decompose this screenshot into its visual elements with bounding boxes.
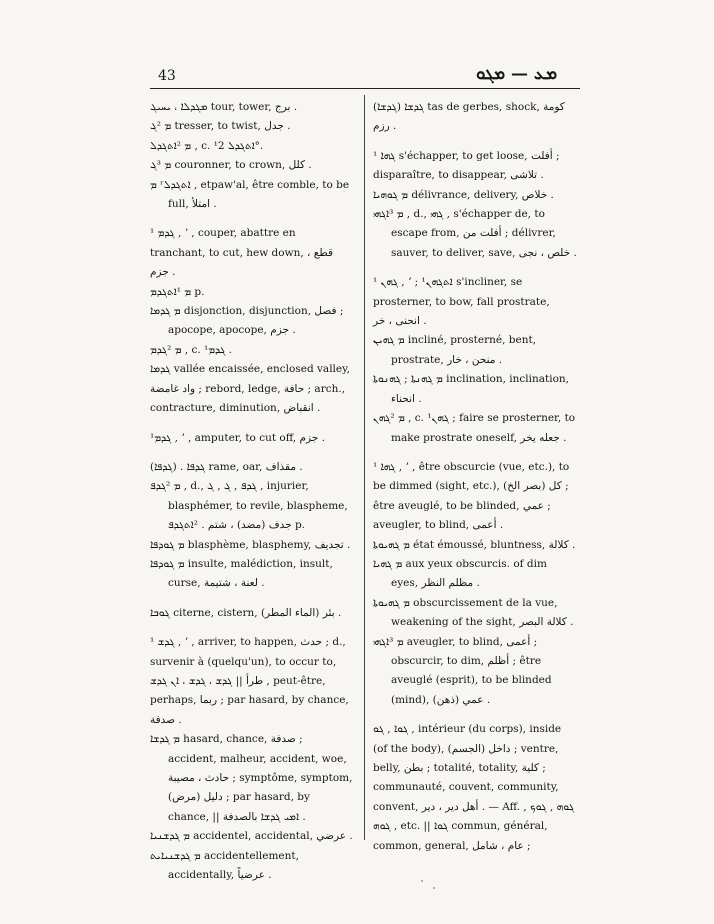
- dictionary-entry: ¹ ܓܕܫ , ʼ , arriver, to happen, حدث ; d., survenir à (quelqu'un), to occur to, طرأ || ܓܕܫ ، ܓܕܫ ، ܐܢ ܓܕܫ , peut-être, perhaps, ربما ; par hasard, by chance, صدفة .: [150, 636, 349, 726]
- dictionary-entry: ܓܕܡܐ vallée encaissée, enclosed valley, واد غامضة ; rebord, ledge, حافة ; arch., contracture, diminution, انقباض .: [150, 363, 350, 415]
- dictionary-entry: ܡ ܓܗܢܬܐ ; ܓܗܢܘܬܐ inclination, inclination, انحناء .: [373, 373, 569, 405]
- dictionary-entry: ܓܘܐ , ܓܘ , intérieur (du corps), inside (of the body), (داخل (الجسم ; ventre, belly, بطن ; totalité, totality, كلية ; communauté, couvent, community, convent, أهل دير ، دير . — Aff. ܓܘܗ , ܓܘܟ , ܓܘܗ , etc. || ܓܘܐ commun, général, common, general, عام ، شامل ;: [373, 723, 575, 852]
- dictionary-entry: ܡ ³ܓ couronner, to crown, كلل .: [150, 159, 312, 172]
- dictionary-entry: ¹ ܓܗܐ , ʼ , être obscurcie (vue, etc.), to be dimmed (sight, etc.), (كل (بصر الخ ; être aveuglé, to be blinded, عمي ; aveugler, to blind, أعمى .: [373, 460, 570, 532]
- dictionary-entry: (ܓܕܫܐ) ܓܕܫܐ tas de gerbes, shock, كومة رزم .: [373, 101, 565, 133]
- dictionary-entry: ܡ ܓܗܝܘܬܐ état émoussé, bluntness, كلالة .: [373, 538, 576, 551]
- dictionary-entry: ܡ ³ܐܓܗܝ aveugler, to blind, أعمى ; obscurcir, to dim, أظلم ; être aveuglé (esprit), to be blinded (mind), (عمي (ذهن .: [373, 635, 552, 706]
- dictionary-entry: ¹ ܓܗܢ , ʼ ; ¹ܐܬܓܗܢ s'incliner, se prosterner, to bow, fall prostrate, انحنى ، خر .: [373, 276, 550, 328]
- dictionary-entry: ܡܓܕܠܐ ، ܝܚܝܓ tour, tower, برج .: [150, 101, 298, 113]
- dictionary-entry: ܡ ²ܓܕܦ , d., ܓܕܦ , ܓ , ܓ , injurier, blasphémer, to revile, blaspheme, جدف (مضد) ، شتم . ²ܐܬܓܕܦ p.: [150, 480, 348, 532]
- dictionary-entry: ܡ ³ܐܓܗܝ , d., ܓܗܝ , s'échapper de, to escape from, أفلت من ; délivrer, sauver, to deliver, save, خلص ، نجى .: [373, 208, 577, 259]
- column-divider: [364, 95, 365, 840]
- dictionary-entry: ܓܘܒܐ citerne, cistern, (بئر (الماء المطر .: [150, 606, 342, 619]
- dictionary-entry: ܡ ²ܓܕܡ , c. ¹ܓܕܡ .: [150, 343, 232, 356]
- dictionary-entry: ܡ ²ܐܬܓܕܠ , c. ¹ܐܬܓܕܠ 2°.: [150, 139, 264, 152]
- dictionary-entry: ¹ ܓܗܐ s'échapper, to get loose, أفلت ; disparaître, to disappear, تلاشى .: [373, 149, 560, 182]
- dictionary-entry: ܡ ܓܘܕܦܐ blasphème, blasphemy, تجديف .: [150, 538, 351, 551]
- dictionary-entry: ܡ ܓܗܝܢ incliné, prosterné, bent, prostrate, منحن ، خار .: [373, 334, 537, 366]
- dictionary-entry: ܡ ܓܘܗܝܐ délivrance, delivery, خلاص .: [373, 188, 554, 201]
- left-column: [150, 98, 354, 885]
- dictionary-entry: ܡ ܓܘܕܦܐ insulte, malédiction, insult, curse, لعنة ، شتيمة .: [150, 557, 333, 590]
- dictionary-entry: ¹ ܓܕܡ , ʼ , couper, abattre en tranchant, to cut, hew down, قطع ، جزم .: [150, 227, 333, 279]
- dictionary-entry: ܡ ¹ܐܬܓܕܡ p.: [150, 285, 205, 298]
- dictionary-entry: ܡ ܓܗܝܐ aux yeux obscurcis. of dim eyes, مظلم النظر .: [373, 557, 547, 590]
- dictionary-entry: ܡ ܓܕܫܢܝܐܝܬ accidentellement, accidentally, عرضياً .: [150, 849, 299, 882]
- header-rule: [150, 88, 580, 89]
- dictionary-entry: ܡ ܓܕܫܐ hasard, chance, صدفة ; accident, malheur, accident, woe, حادث ، مصيبة ; symptôme, symptom, (دليل (مرض ; par hasard, by chance, || ܐܡܝ ܓܕܫܐ بالصدفة .: [150, 733, 353, 823]
- right-column: [373, 98, 577, 856]
- page-number: 43: [158, 68, 176, 84]
- dictionary-entry: ܡ ܓܕܡܐ disjonction, disjunction, فصل ; apocope, apocope, جزم .: [150, 305, 344, 337]
- paper-speck: [433, 887, 435, 889]
- dictionary-entry: ܡ ܓܗܝܘܬܐ obscurcissement de la vue, weakening of the sight, كلالة البصر .: [373, 596, 574, 629]
- dictionary-entry: ܡ ʳܐܬܓܕܠ , etpaw'al, être comble, to be full, امتلأ .: [150, 178, 350, 211]
- running-head: ܡܥ — ܡܓܘ: [476, 64, 558, 84]
- dictionary-entry: ܡ ²ܓ tresser, to twist, جدل .: [150, 120, 291, 133]
- dictionary-entry: ܡ ²ܓܗܢ , c. ¹ܓܗܢ ; faire se prosterner, to make prostrate oneself, جعله يخر .: [373, 412, 576, 444]
- dictionary-entry: ܡ ܓܕܫܢܝܐ accidentel, accidental, عرضي .: [150, 830, 353, 843]
- dictionary-entry: ܓܕܡ¹ , ʼ , amputer, to cut off, جزم .: [150, 431, 325, 444]
- paper-speck: [421, 880, 423, 882]
- dictionary-entry: (ܓܕܦܐ) . ܓܕܦܐ rame, oar, مقذاف .: [150, 460, 303, 473]
